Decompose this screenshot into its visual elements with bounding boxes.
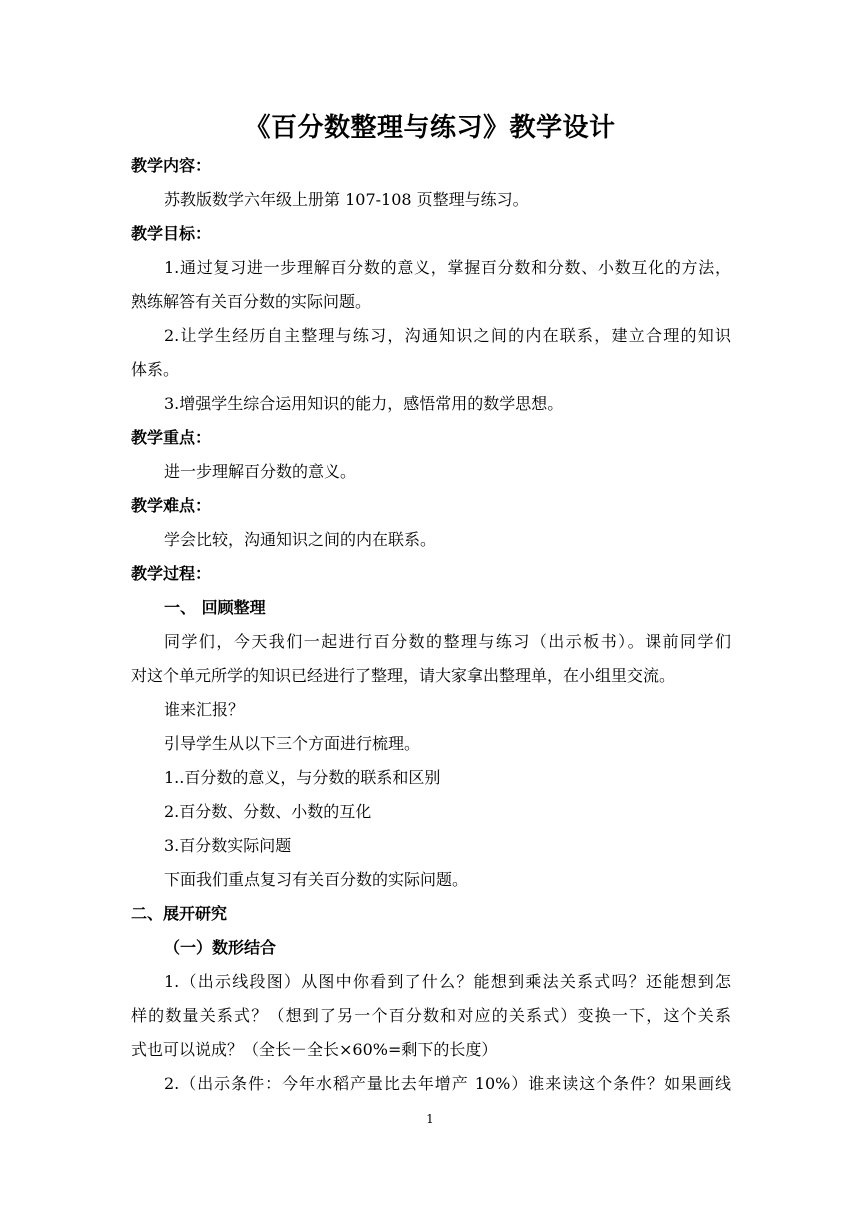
paragraph-line: 式也可以说成？（全长－全长×60%=剩下的长度）: [131, 1040, 498, 1059]
paragraph-line: 下面我们重点复习有关百分数的实际问题。: [164, 870, 469, 889]
paragraph-line: 2.让学生经历自主整理与练习，沟通知识之间的内在联系，建立合理的知识: [164, 326, 731, 345]
list-item: 3.百分数实际问题: [164, 836, 292, 855]
paragraph-line: 样的数量关系式？（想到了另一个百分数和对应的关系式）变换一下，这个关系: [131, 1006, 731, 1025]
paragraph-line: 同学们，今天我们一起进行百分数的整理与练习（出示板书）。课前同学们: [164, 632, 731, 651]
section-heading-content: 教学内容：: [131, 156, 212, 175]
section-heading-difficulties: 教学难点：: [131, 496, 212, 515]
paragraph-line: 1.（出示线段图）从图中你看到了什么？能想到乘法关系式吗？还能想到怎: [164, 972, 731, 991]
paragraph-line: 3.增强学生综合运用知识的能力，感悟常用的数学思想。: [164, 394, 564, 413]
paragraph-line: 进一步理解百分数的意义。: [164, 462, 357, 481]
paragraph-line: 对这个单元所学的知识已经进行了整理，请大家拿出整理单，在小组里交流。: [131, 666, 676, 685]
paragraph-line: 1.通过复习进一步理解百分数的意义，掌握百分数和分数、小数互化的方法，: [164, 258, 731, 277]
list-item: 1..百分数的意义，与分数的联系和区别: [164, 768, 441, 787]
subsection-heading-review: 一、 回顾整理: [164, 598, 266, 617]
document-title: 《百分数整理与练习》教学设计: [244, 113, 616, 143]
paragraph-line: 学会比较，沟通知识之间的内在联系。: [164, 530, 437, 549]
subsection-heading-research: 二、展开研究: [131, 904, 228, 923]
paragraph-line: 谁来汇报？: [164, 700, 245, 719]
paragraph-line: 苏教版数学六年级上册第 107-108 页整理与练习。: [164, 190, 529, 209]
paragraph-line: 体系。: [131, 360, 180, 379]
page-number: 1: [426, 1112, 434, 1126]
section-heading-process: 教学过程：: [131, 564, 212, 583]
section-heading-key-points: 教学重点：: [131, 428, 212, 447]
list-item: 2.百分数、分数、小数的互化: [164, 802, 372, 821]
section-heading-goals: 教学目标：: [131, 224, 212, 243]
paragraph-line: 熟练解答有关百分数的实际问题。: [131, 292, 372, 311]
paragraph-line: 引导学生从以下三个方面进行梳理。: [164, 734, 421, 753]
subsection-heading-number-shape: （一）数形结合: [164, 938, 277, 957]
paragraph-line: 2.（出示条件：今年水稻产量比去年增产 10%）谁来读这个条件？如果画线: [164, 1074, 731, 1093]
